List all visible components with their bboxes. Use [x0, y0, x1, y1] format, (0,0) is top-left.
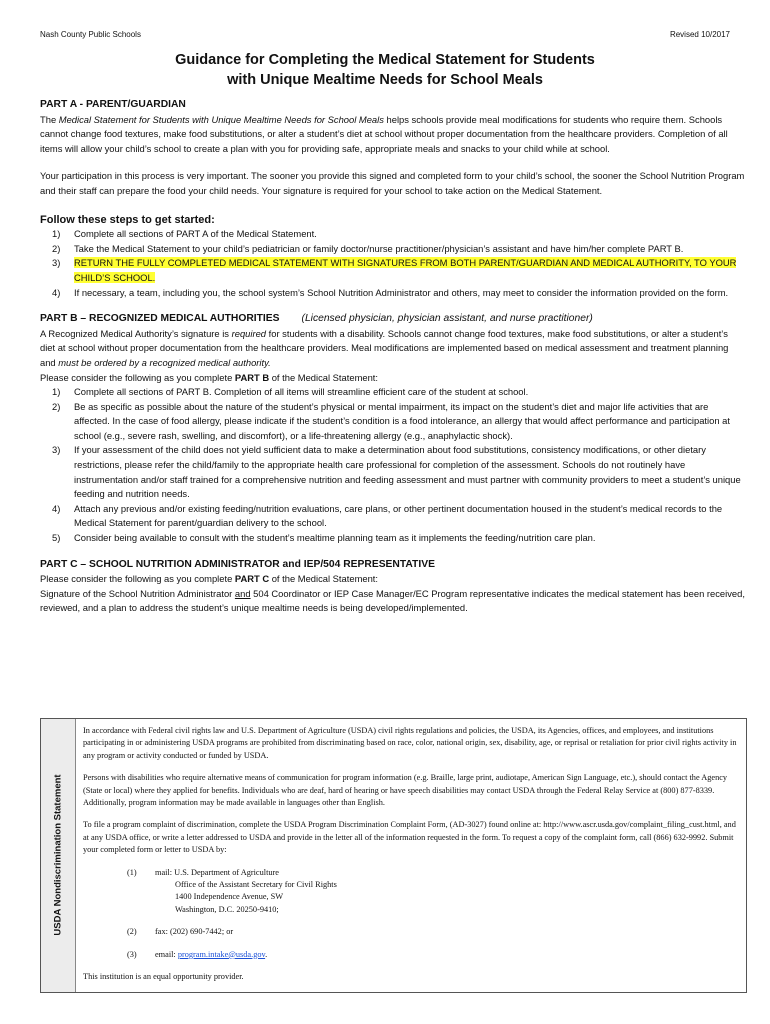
title-line-1: Guidance for Completing the Medical Statement for Students — [175, 52, 595, 68]
part-a-p1-rest: helps schools provide meal modifications for students who require them. Schools cannot change food textures, make food substitutions, or alter a student’s diet at school without proper documentation from the healthcare providers. Completion of all items will allow your child’s school to create a plan with you for providing safe, appropriate meals and snacks to your child while at school. — [40, 113, 728, 154]
nd-paragraph-3: To file a program complaint of discrimination, complete the USDA Program Discrimination Complaint Form, (AD-3027) found online at: http://www.ascr.usda.gov/complaint_filing_cust.html, and at any USDA office, or write a letter addressed to USDA and provide in the letter all of the information requested in the form. To request a copy of the complaint form, call (866) 632-9992. Submit your completed form or letter to USDA by: — [83, 820, 736, 855]
part-b-intro-italic: must be ordered by a recognized medical authority. — [58, 356, 271, 368]
steps-list — [40, 227, 745, 300]
list-item — [40, 286, 745, 301]
part-b-header — [40, 312, 745, 327]
closing-statement: This institution is an equal opportunity provider. — [83, 972, 244, 982]
item-number: 4) — [52, 502, 61, 514]
part-c-text-b: 504 Coordinator or IEP Case Manager/EC Program representative indicates the medical statement has been received, reviewed, and a plan to address the student’s unique mealtime needs is being developed/implemented. — [40, 587, 745, 614]
item-number: 3) — [52, 444, 61, 456]
part-c-consider-bold: PART C — [234, 573, 270, 585]
list-item — [40, 385, 745, 400]
main-content — [40, 98, 745, 616]
list-item — [40, 443, 745, 501]
title-line-2: with Unique Mealtime Needs for School Meals — [227, 72, 543, 88]
part-b-heading: PART B – RECOGNIZED MEDICAL AUTHORITIES — [40, 313, 280, 325]
part-b-consider — [40, 371, 745, 386]
part-b-intro-required: required — [231, 327, 267, 339]
part-b-intro — [40, 327, 745, 371]
item-text: If your assessment of the child does not yield sufficient data to make a determination about food substitutions, consistency modifications, or other dietary restrictions, please refer the child/family to the appropriate health care professional for completion of the assessment. Schools do not routinely have instrumentation and/or staff trained for a comprehensive nutrition and feeding assessment and must partner with community providers to meet a student’s unique feeding and nutrition needs. — [74, 444, 741, 500]
item-number: 2) — [52, 400, 61, 412]
item-number: 5) — [52, 532, 61, 544]
item-text: Be as specific as possible about the nature of the student’s physical or mental impairment, its impact on the student’s diet and major life activities that are affected. In the case of food allergy, please indicate if the student’s condition is a food intolerance, an allergy that would affect performance and participation at school (e.g., severe rash, swelling, and discomfort), or a life-threatening allergy (e.g., anaphylactic shock). — [74, 400, 730, 441]
part-b-list — [40, 385, 745, 546]
list-item — [40, 256, 745, 285]
fax-text: fax: (202) 690-7442; or — [155, 927, 234, 937]
steps-heading: Follow these steps to get started: — [40, 213, 215, 226]
nd-paragraph-1: In accordance with Federal civil rights law and U.S. Department of Agriculture (USDA) civil rights regulations and policies, the USDA, its Agencies, offices, and employees, and institutions participating in or administering USDA programs are prohibited from discriminating based on race, color, national origin, sex, disability, age, or reprisal or retaliation for prior civil rights activity in any program or activity conducted or funded by USDA. — [83, 726, 737, 760]
mail-line: Office of the Assistant Secretary for Civil Rights — [175, 880, 337, 890]
side-label-text: USDA Nondiscrimination Statement — [52, 774, 64, 936]
part-c-text — [40, 587, 745, 616]
part-a-paragraph-2: Your participation in this process is very important. The sooner you provide this signed and completed form to your child’s school, the sooner the School Nutrition Program and their staff can prepare the food your child needs. Your signature is required for your school to take action on the Medical Statement. — [40, 170, 745, 196]
list-item — [40, 227, 745, 242]
step-number: 3) — [52, 257, 61, 269]
email-link[interactable]: program.intake@usda.gov — [177, 949, 266, 959]
part-b-subheading: (Licensed physician, physician assistant, and nurse practitioner) — [301, 313, 593, 325]
part-a-paragraph-1 — [40, 113, 745, 157]
item-text: Attach any previous and/or existing feeding/nutrition evaluations, care plans, or other pertinent documentation housed in the student’s medical records to the Medical Statement for parent/guardian delivery to the school. — [74, 502, 723, 529]
mail-line: Washington, D.C. 20250-9410; — [175, 904, 279, 914]
method-number: (2) — [127, 927, 137, 937]
page-header — [40, 30, 730, 39]
step-text: If necessary, a team, including you, the school system’s School Nutrition Administrator and others, may meet to consider the information provided on the form. — [74, 286, 729, 298]
list-item — [40, 400, 745, 444]
nondiscrimination-box — [40, 718, 747, 993]
mail-method — [127, 867, 738, 917]
highlighted-step-text: RETURN THE FULLY COMPLETED MEDICAL STATEMENT WITH SIGNATURES FROM BOTH PARENT/GUARDIAN AND MEDICAL AUTHORITY, TO YOUR CHILD’S SCHOOL. — [74, 257, 737, 283]
document-title — [0, 50, 770, 90]
part-a-heading: PART A - PARENT/GUARDIAN — [40, 99, 186, 110]
step-number: 1) — [52, 228, 61, 240]
mail-address — [155, 867, 337, 917]
part-c-heading: PART C – SCHOOL NUTRITION ADMINISTRATOR and IEP/504 REPRESENTATIVE — [40, 558, 435, 570]
part-c-consider-a: Please consider the following as you complete — [40, 573, 235, 585]
list-item — [40, 502, 745, 531]
step-number: 4) — [52, 286, 61, 298]
part-b-consider-bold: PART B — [234, 371, 270, 383]
part-a-p1-lead: The — [40, 113, 59, 125]
method-number: (3) — [127, 949, 137, 959]
list-item — [40, 242, 745, 257]
part-b-intro-b: for students with a disability. Schools cannot change food textures, make food substitutions, or alter a student’s diet at school without proper documentation from the healthcare providers. Meal modifications are implemented based on medical assessment and treatment planning and — [40, 327, 729, 368]
part-c-text-a: Signature of the School Nutrition Administrator — [40, 587, 235, 599]
item-text: Consider being available to consult with the student’s mealtime planning team as it implements the feeding/nutrition care plan. — [74, 532, 596, 544]
mail-line: mail: U.S. Department of Agriculture — [155, 867, 279, 877]
nondiscrimination-text — [83, 725, 738, 984]
step-text: Take the Medical Statement to your child’s pediatrician or family doctor/nurse practitioner/physician’s assistant and have him/her complete PART B. — [74, 242, 684, 254]
nondiscrimination-side-label — [41, 719, 76, 992]
org-name: Nash County Public Schools — [40, 30, 141, 39]
mail-line: 1400 Independence Avenue, SW — [175, 892, 284, 902]
email-method — [127, 949, 738, 961]
item-text: Complete all sections of PART B. Completion of all items will streamline efficient care of the student at school. — [74, 386, 529, 398]
part-b-consider-a: Please consider the following as you complete — [40, 371, 235, 383]
email-end: . — [265, 949, 268, 959]
email-label: email: — [155, 949, 178, 959]
list-item — [40, 531, 745, 546]
step-text: Complete all sections of PART A of the Medical Statement. — [74, 228, 317, 240]
part-c-consider-b: of the Medical Statement: — [269, 573, 379, 585]
part-c-text-and: and — [234, 587, 251, 599]
fax-method — [127, 926, 738, 938]
contact-methods — [127, 867, 738, 961]
revision-date: Revised 10/2017 — [669, 30, 730, 39]
part-a-p1-italic: Medical Statement for Students with Unique Mealtime Needs for School Meals — [58, 113, 384, 125]
part-c-consider — [40, 572, 745, 587]
nd-paragraph-2: Persons with disabilities who require alternative means of communication for program information (e.g. Braille, large print, audiotape, American Sign Language, etc.), should contact the Agency (State or local) where they applied for benefits. Individuals who are deaf, hard of hearing or have speech disabilities may contact USDA through the Federal Relay Service at (800) 877-8339. Additionally, program information may be made available in languages other than English. — [83, 773, 728, 808]
item-number: 1) — [52, 386, 61, 398]
part-b-intro-a: A Recognized Medical Authority’s signature is — [40, 327, 232, 339]
step-number: 2) — [52, 242, 61, 254]
part-b-consider-b: of the Medical Statement: — [269, 371, 379, 383]
method-number: (1) — [127, 867, 137, 877]
